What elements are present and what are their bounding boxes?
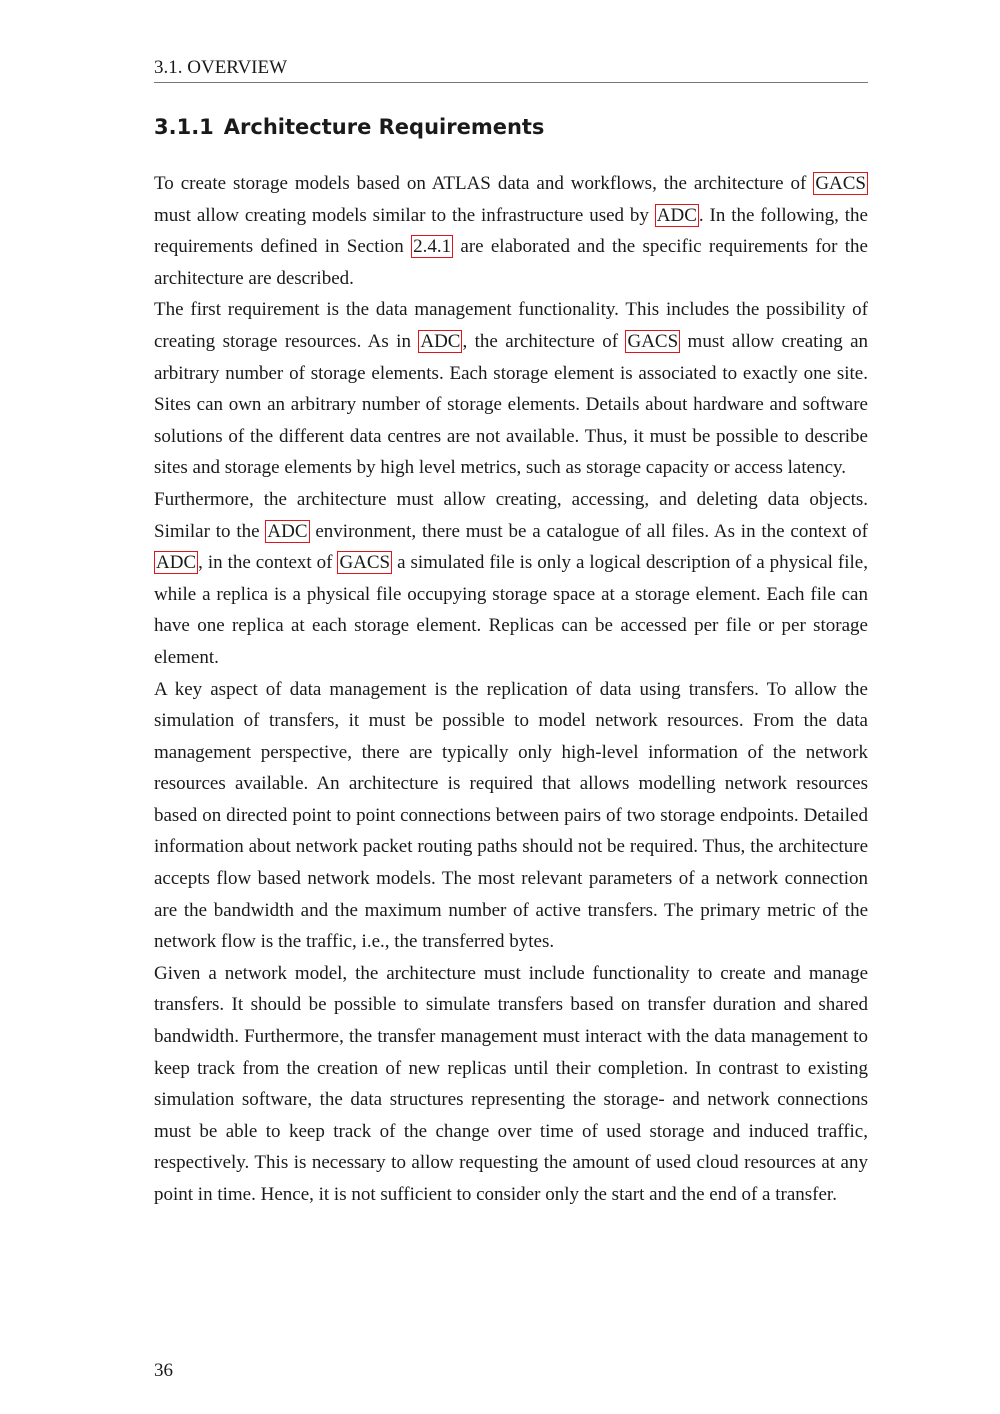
page-number: 36	[154, 1360, 173, 1381]
text-run: a simulated file is only a logical description of a physical file, while a replica is a physical file occupying storage space at a storage element. Each file can have one replica at each storage element. Replicas can be accessed per file or per storage element.	[154, 552, 868, 668]
section-title: Architecture Requirements	[223, 115, 545, 139]
section-heading	[154, 115, 544, 139]
acronym-link-adc[interactable]: ADC	[267, 520, 308, 542]
paragraph-2	[154, 294, 868, 484]
section-link-2-4-1[interactable]: 2.4.1	[413, 236, 452, 258]
acronym-link-gacs[interactable]: GACS	[339, 552, 391, 574]
acronym-link-gacs[interactable]: GACS	[815, 173, 866, 194]
section-number: 3.1.1	[154, 115, 214, 139]
text-run: . In the following, the requirements defined in Section	[154, 204, 868, 258]
paragraph-1	[154, 168, 868, 294]
acronym-link-adc[interactable]: ADC	[156, 552, 197, 574]
paragraph-5: Given a network model, the architecture must include functionality to create and manage transfers. It should be possible to simulate transfers based on transfer duration and shared bandwidth. Furthermore, the transfer management must interact with the data management to keep track from the creation of new replicas until their completion. In contrast to existing simulation software, the data structures representing the storage- and network connections must be able to keep track of the change over time of used storage and induced traffic, respectively. This is necessary to allow requesting the amount of used cloud resources at any point in time. Hence, it is not sufficient to consider only the start and the end of a transfer.	[154, 962, 868, 1205]
body-text	[154, 168, 868, 1211]
text-run: To create storage models based on ATLAS data and workflows, the architecture of	[154, 173, 814, 194]
text-run: , in the context of	[198, 552, 338, 574]
acronym-link-adc[interactable]: ADC	[656, 204, 697, 226]
text-run: Furthermore, the architecture must allow creating, accessing, and deleting data objects. Similar to the	[154, 488, 868, 542]
paragraph-4: A key aspect of data management is the replication of data using transfers. To allow the simulation of transfers, it must be possible to model network resources. From the data management perspective, there are typically only high-level information of the network resources available. An architecture is required that allows modelling network resources based on directed point to point connections between pairs of two storage endpoints. Detailed information about network packet routing paths should not be required. Thus, the architecture accepts flow based network models. The most relevant parameters of a network connection are the bandwidth and the maximum number of active transfers. The primary metric of the network flow is the traffic, i.e., the transferred bytes.	[154, 678, 868, 953]
paragraph-3	[154, 484, 868, 674]
text-run: are elaborated and the specific requirements for the architecture are described.	[154, 236, 868, 289]
running-header: 3.1. OVERVIEW	[154, 56, 868, 83]
text-run: must allow creating an arbitrary number of storage elements. Each storage element is associated to exactly one site. Sites can own an arbitrary number of storage elements. Details about hardware and software solutions of the different data centres are not available. Thus, it must be possible to describe sites and storage elements by high level metrics, such as storage capacity or access latency.	[154, 330, 869, 479]
text-run: The first requirement is the data management functionality. This includes the possibility of creating storage resources. As in	[154, 299, 868, 352]
acronym-link-adc[interactable]: ADC	[420, 330, 461, 352]
text-run: must allow creating models similar to the infrastructure used by	[154, 204, 655, 226]
text-run: environment, there must be a catalogue of all files. As in the context of	[309, 520, 868, 542]
acronym-link-gacs[interactable]: GACS	[627, 330, 679, 352]
text-run: , the architecture of	[462, 330, 626, 352]
